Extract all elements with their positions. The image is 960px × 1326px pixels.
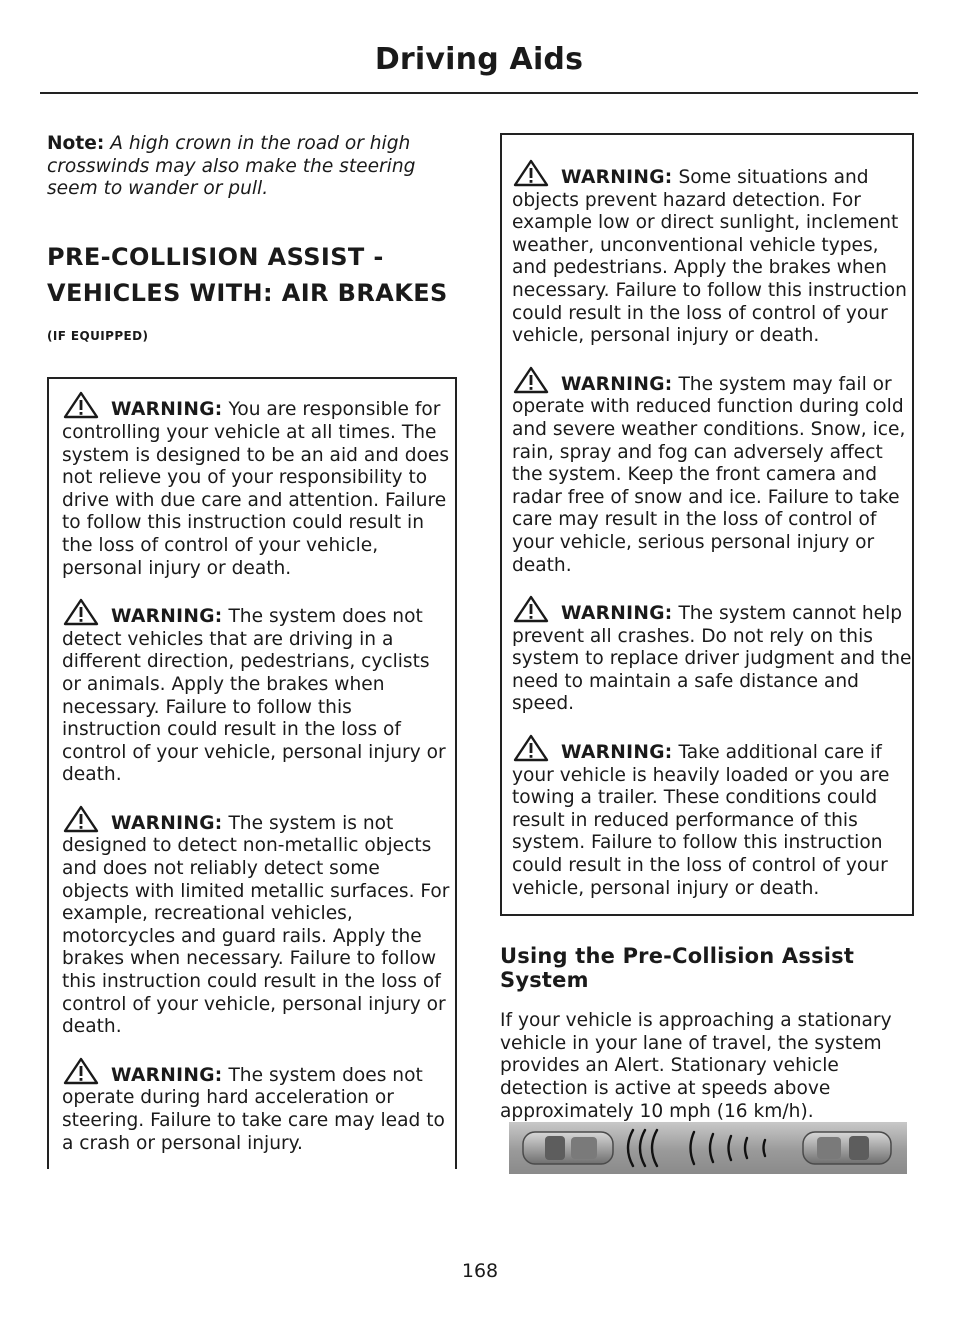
warning-text: The system may fail or operate with reduced function during cold and severe weather conditions. Snow, ice, rain, spray and fog can adversely affect the system. Keep the front camera and radar free of snow and ice. Failure to take care may result in the loss of control of your vehicle, serious personal injury or death. xyxy=(512,373,906,576)
warning-label: WARNING: xyxy=(561,373,673,395)
note-text: A high crown in the road or high crosswinds may also make the steering seem to wander or pull. xyxy=(47,133,416,200)
warning-triangle-icon xyxy=(63,391,99,419)
subsection-title: Using the Pre-Collision Assist System xyxy=(500,944,855,993)
warning-label: WARNING: xyxy=(111,1064,223,1086)
warning-label: WARNING: xyxy=(111,606,223,628)
note-label: Note: xyxy=(47,133,105,154)
right-column xyxy=(500,133,912,1123)
note-paragraph xyxy=(47,133,457,201)
warning-item xyxy=(62,805,451,1039)
warning-triangle-icon xyxy=(513,159,549,187)
warning-triangle-icon xyxy=(63,1057,99,1085)
warning-label: WARNING: xyxy=(111,812,223,834)
warning-item xyxy=(62,598,451,787)
page-title: Driving Aids xyxy=(374,42,584,77)
radar-wave-icon xyxy=(628,1130,765,1166)
warning-triangle-icon xyxy=(513,595,549,623)
section-title-line1: PRE-COLLISION ASSIST - xyxy=(47,242,384,271)
warning-triangle-icon xyxy=(63,598,99,626)
warning-text: The system does not detect vehicles that are driving in a different direction, pedestrians, cyclists or animals. Apply the brakes when necessary. Failure to follow this instruction could result in the loss of control of your vehicle, personal injury or death. xyxy=(62,606,446,786)
warning-item xyxy=(512,366,912,577)
warning-text: The system cannot help prevent all crashes. Do not rely on this system to replace driver judgment and the need to maintain a safe distance and speed. xyxy=(512,603,912,715)
warning-label: WARNING: xyxy=(561,167,673,188)
warning-text: The system does not operate during hard acceleration or steering. Failure to take care may lead to a crash or personal injury. xyxy=(62,1064,445,1154)
warning-box-right xyxy=(500,133,914,916)
section-title-line2: VEHICLES WITH: AIR BRAKES xyxy=(47,278,448,307)
warning-triangle-icon xyxy=(513,366,549,394)
section-title xyxy=(47,239,457,311)
illustration-svg xyxy=(509,1122,907,1174)
own-vehicle-icon xyxy=(523,1132,613,1164)
page-header xyxy=(40,0,918,94)
warning-item xyxy=(512,595,912,716)
warning-label: WARNING: xyxy=(561,603,673,625)
warning-box-left xyxy=(47,377,457,1169)
stationary-vehicle-illustration xyxy=(509,1122,907,1174)
warning-item xyxy=(62,1057,451,1155)
warning-item xyxy=(512,159,912,348)
warning-text: Some situations and objects prevent hazard detection. For example low or direct sunlight, inclement weather, unconventional vehicle types, and pedestrians. Apply the brakes when necessary. Failure to follow this instruction could result in the loss of control of your vehicle, personal injury or death. xyxy=(512,167,907,347)
warning-triangle-icon xyxy=(63,805,99,833)
warning-label: WARNING: xyxy=(111,399,223,421)
warning-item xyxy=(62,391,451,580)
warning-label: WARNING: xyxy=(561,742,673,764)
warning-item xyxy=(512,734,912,900)
body-paragraph: If your vehicle is approaching a stationary vehicle in your lane of travel, the system provides an Alert. Stationary vehicle detection is active at speeds above approximately 10 mph (16 km/h). xyxy=(500,1010,892,1122)
warning-triangle-icon xyxy=(513,734,549,762)
left-column xyxy=(47,133,457,1169)
warning-text: Take additional care if your vehicle is heavily loaded or you are towing a trailer. These conditions could result in reduced performance of this system. Failure to follow this instruction could result in the loss of control of your vehicle, personal injury or death. xyxy=(512,742,890,899)
if-equipped-label: (IF EQUIPPED) xyxy=(47,328,149,343)
warning-text: You are responsible for controlling your vehicle at all times. The system is designed to be an aid and does not relieve you of your responsibility to drive with due care and attention. Failure to follow this instruction could result in the loss of control of your vehicle, personal injury or death. xyxy=(62,399,450,579)
page-number: 168 xyxy=(461,1260,499,1282)
stationary-vehicle-icon xyxy=(803,1132,891,1164)
warning-text: The system is not designed to detect non-metallic objects and does not reliably detect some objects with limited metallic surfaces. For example, recreational vehicles, motorcycles and guard rails. Apply the brakes when necessary. Failure to follow this instruction could result in the loss of control of your vehicle, personal injury or death. xyxy=(62,812,450,1038)
